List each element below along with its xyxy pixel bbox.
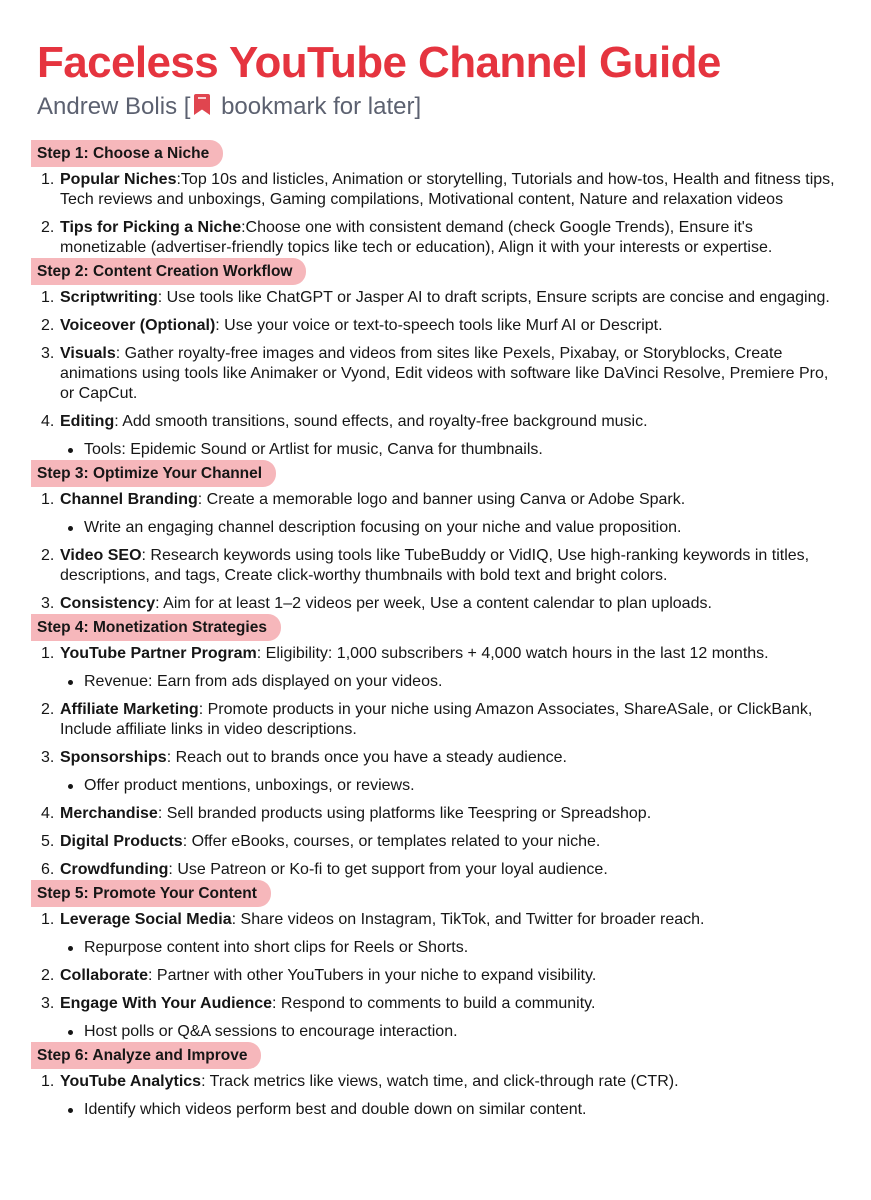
list-item bbox=[41, 594, 871, 614]
step-heading: Step 2: Content Creation Workflow bbox=[31, 258, 306, 285]
list-item bbox=[41, 412, 871, 460]
item-text: :Top 10s and listicles, Animation or storytelling, Tutorials and how-tos, Health and fitness tips, Tech reviews and unboxings, Gaming compilations, Motivational content, Nature and relaxation videos bbox=[60, 171, 835, 208]
bullet-item: Repurpose content into short clips for Reels or Shorts. bbox=[84, 938, 835, 958]
item-text: : Aim for at least 1–2 videos per week, Use a content calendar to plan uploads. bbox=[155, 595, 712, 612]
list-item bbox=[41, 910, 871, 958]
bullet-item: Identify which videos perform best and double down on similar content. bbox=[84, 1100, 835, 1120]
item-number: 1. bbox=[41, 289, 55, 306]
item-number: 1. bbox=[41, 645, 55, 662]
item-text: :Choose one with consistent demand (check Google Trends), Ensure it's monetizable (advertiser-friendly topics like tech or education), Align it with your interests or expertise. bbox=[60, 219, 773, 256]
sub-list bbox=[60, 1022, 835, 1042]
item-term: YouTube Partner Program bbox=[60, 645, 257, 662]
step-list bbox=[0, 644, 871, 880]
item-term: Video SEO bbox=[60, 547, 142, 564]
bullet-item: Host polls or Q&A sessions to encourage interaction. bbox=[84, 1022, 835, 1042]
item-number: 1. bbox=[41, 1073, 55, 1090]
list-item bbox=[41, 644, 871, 692]
item-number: 5. bbox=[41, 833, 55, 850]
author-line bbox=[37, 93, 421, 124]
step-heading: Step 4: Monetization Strategies bbox=[31, 614, 281, 641]
item-number: 3. bbox=[41, 749, 55, 766]
item-term: Channel Branding bbox=[60, 491, 198, 508]
list-item bbox=[41, 316, 871, 336]
item-number: 2. bbox=[41, 219, 55, 236]
item-term: Digital Products bbox=[60, 833, 183, 850]
list-item bbox=[41, 1072, 871, 1120]
item-text: : Promote products in your niche using Amazon Associates, ShareASale, or ClickBank, Include affiliate links in video descriptions. bbox=[60, 701, 813, 738]
bullet-item: Revenue: Earn from ads displayed on your videos. bbox=[84, 672, 835, 692]
item-term: Visuals bbox=[60, 345, 116, 362]
list-item bbox=[41, 344, 871, 404]
item-text: : Track metrics like views, watch time, and click-through rate (CTR). bbox=[201, 1073, 679, 1090]
item-text: : Use your voice or text-to-speech tools like Murf AI or Descript. bbox=[215, 317, 663, 334]
item-text: : Use tools like ChatGPT or Jasper AI to draft scripts, Ensure scripts are concise and engaging. bbox=[157, 289, 830, 306]
item-number: 2. bbox=[41, 317, 55, 334]
item-text: : Offer eBooks, courses, or templates related to your niche. bbox=[182, 833, 601, 850]
step-list bbox=[0, 1072, 871, 1120]
step-section bbox=[0, 880, 871, 1042]
step-heading: Step 3: Optimize Your Channel bbox=[31, 460, 276, 487]
list-item bbox=[41, 700, 871, 740]
item-term: Engage With Your Audience bbox=[60, 995, 273, 1012]
step-section bbox=[0, 258, 871, 460]
item-text: : Respond to comments to build a community. bbox=[272, 995, 596, 1012]
bullet-item: Write an engaging channel description focusing on your niche and value proposition. bbox=[84, 518, 835, 538]
item-text: : Research keywords using tools like TubeBuddy or VidIQ, Use high-ranking keywords in titles, descriptions, and tags, Create click-worthy thumbnails with bold text and bright colors. bbox=[60, 547, 810, 584]
steps-container bbox=[0, 140, 871, 1120]
step-section bbox=[0, 614, 871, 880]
bullet-item: Offer product mentions, unboxings, or reviews. bbox=[84, 776, 835, 796]
item-number: 1. bbox=[41, 171, 55, 188]
bookmark-icon bbox=[192, 93, 212, 124]
item-text: : Eligibility: 1,000 subscribers + 4,000 watch hours in the last 12 months. bbox=[256, 645, 769, 662]
item-term: Crowdfunding bbox=[60, 861, 169, 878]
item-number: 3. bbox=[41, 995, 55, 1012]
item-text: : Create a memorable logo and banner using Canva or Adobe Spark. bbox=[197, 491, 686, 508]
bookmark-note: bookmark for later] bbox=[214, 93, 422, 120]
item-term: Consistency bbox=[60, 595, 156, 612]
item-term: Voiceover (Optional) bbox=[60, 317, 216, 334]
item-term: YouTube Analytics bbox=[60, 1073, 202, 1090]
item-text: : Gather royalty-free images and videos from sites like Pexels, Pixabay, or Storyblocks, Create animations using tools like Animaker or Vyond, Edit videos with software like DaVinci Resolve, Premiere Pro, or CapCut. bbox=[60, 345, 829, 402]
step-list bbox=[0, 170, 871, 258]
item-text: : Partner with other YouTubers in your niche to expand visibility. bbox=[148, 967, 597, 984]
sub-list bbox=[60, 938, 835, 958]
item-number: 6. bbox=[41, 861, 55, 878]
list-item bbox=[41, 994, 871, 1042]
item-term: Sponsorships bbox=[60, 749, 167, 766]
item-term: Affiliate Marketing bbox=[60, 701, 199, 718]
item-term: Popular Niches bbox=[60, 171, 177, 188]
list-item bbox=[41, 170, 871, 210]
step-section bbox=[0, 1042, 871, 1120]
list-item bbox=[41, 490, 871, 538]
list-item bbox=[41, 832, 871, 852]
list-item bbox=[41, 218, 871, 258]
item-number: 4. bbox=[41, 805, 55, 822]
item-number: 2. bbox=[41, 967, 55, 984]
step-heading: Step 1: Choose a Niche bbox=[31, 140, 223, 167]
item-text: : Use Patreon or Ko-fi to get support from your loyal audience. bbox=[168, 861, 608, 878]
list-item bbox=[41, 748, 871, 796]
item-number: 3. bbox=[41, 345, 55, 362]
item-term: Editing bbox=[60, 413, 115, 430]
item-text: : Reach out to brands once you have a steady audience. bbox=[166, 749, 567, 766]
item-term: Merchandise bbox=[60, 805, 158, 822]
step-list bbox=[0, 490, 871, 614]
item-number: 3. bbox=[41, 595, 55, 612]
step-section bbox=[0, 140, 871, 258]
sub-list bbox=[60, 518, 835, 538]
item-text: : Share videos on Instagram, TikTok, and Twitter for broader reach. bbox=[231, 911, 705, 928]
step-heading: Step 6: Analyze and Improve bbox=[31, 1042, 261, 1069]
item-number: 4. bbox=[41, 413, 55, 430]
item-number: 1. bbox=[41, 491, 55, 508]
item-number: 1. bbox=[41, 911, 55, 928]
page-title: Faceless YouTube Channel Guide bbox=[37, 38, 721, 87]
list-item bbox=[41, 966, 871, 986]
list-item bbox=[41, 860, 871, 880]
sub-list bbox=[60, 440, 835, 460]
step-list bbox=[0, 910, 871, 1042]
sub-list bbox=[60, 672, 835, 692]
item-term: Scriptwriting bbox=[60, 289, 158, 306]
item-text: : Sell branded products using platforms like Teespring or Spreadshop. bbox=[157, 805, 652, 822]
item-term: Collaborate bbox=[60, 967, 149, 984]
item-text: : Add smooth transitions, sound effects, and royalty-free background music. bbox=[114, 413, 648, 430]
sub-list bbox=[60, 1100, 835, 1120]
sub-list bbox=[60, 776, 835, 796]
bullet-item: Tools: Epidemic Sound or Artlist for music, Canva for thumbnails. bbox=[84, 440, 835, 460]
item-number: 2. bbox=[41, 701, 55, 718]
item-number: 2. bbox=[41, 547, 55, 564]
step-list bbox=[0, 288, 871, 460]
step-heading: Step 5: Promote Your Content bbox=[31, 880, 271, 907]
list-item bbox=[41, 546, 871, 586]
author-name: Andrew Bolis [ bbox=[37, 93, 191, 120]
step-section bbox=[0, 460, 871, 614]
list-item bbox=[41, 804, 871, 824]
item-term: Tips for Picking a Niche bbox=[60, 219, 242, 236]
list-item bbox=[41, 288, 871, 308]
item-term: Leverage Social Media bbox=[60, 911, 232, 928]
